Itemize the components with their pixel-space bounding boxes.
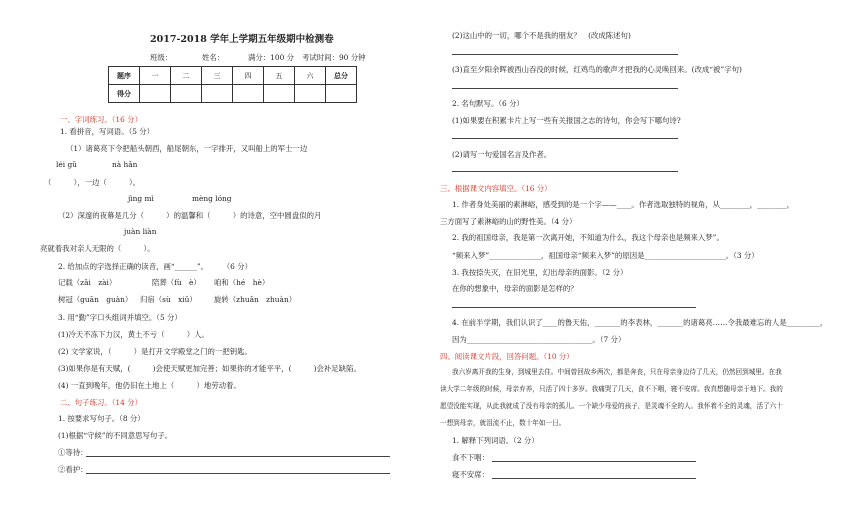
question-r-2: (2)这山中的一切，哪个不是我的朋友？ (改成陈述句) — [452, 31, 631, 40]
score-cell: 总分 — [326, 67, 357, 85]
reading-passage-line: 我六岁离开我的生身，到城里去住。中间曾回故乡两次，都是奔丧，只在母亲身边待了几天，仍然回到城里。在我 — [452, 368, 782, 376]
question-3-1: (1)冷天不冻下力汉，黄土不亏（ ）人。 — [58, 330, 209, 339]
question-r-famous-1: (1)如果要在积累卡片上写一些有关报国之志的诗句，你会写下哪句诗? — [452, 116, 681, 125]
question-4: 1. 按要求写句子。（8 分） — [58, 414, 145, 423]
score-input-cell[interactable] — [171, 85, 202, 103]
reading-passage-line: 一想到母亲，就泪流不止，数十年如一日。 — [440, 419, 566, 427]
question-s3-3: 3. 我按捺失灭，在旧光里，幻出母亲的面影。（2 分） — [452, 268, 628, 277]
answer-line[interactable] — [86, 473, 390, 474]
pinyin-jingmi: jìng mì — [128, 194, 154, 203]
question-s3-2-cont: “频来入梦”______________，祖国母亲“频来入梦”的原因是______________________。（3 分） — [452, 251, 759, 260]
section-2-title: 二、句子练习。（14 分） — [60, 398, 142, 407]
section-1-title: 一、字词练习。（16 分） — [60, 115, 142, 124]
reading-option: 旋转（zhuǎn zhuàn） — [214, 295, 297, 304]
question-1-1-blanks: （ ），一边（ ）。 — [44, 178, 141, 187]
reading-option: 树冠（guān guàn） — [58, 295, 133, 304]
class-label: 班级： — [150, 53, 173, 62]
question-4-1: (1)根据“守候”的不同意思写句子。 — [58, 431, 173, 440]
score-cell: 五 — [264, 67, 295, 85]
answer-line[interactable] — [492, 461, 696, 462]
full-score-label: 满分：100 分 — [248, 53, 295, 62]
question-r-famous-lines: 2. 名句默写。（6 分） — [452, 99, 524, 108]
question-s3-3-cont: 在你的想象中，母亲的面影是怎样的？ — [452, 284, 578, 293]
answer-line[interactable] — [86, 456, 390, 457]
question-r-3: (3)直至夕阳余晖被西山吞没的时候，红鸡鸟的歌声才把我的心灵唤回来。(改成“被”字句) — [452, 65, 742, 74]
answer-line[interactable] — [452, 88, 678, 89]
answer-label-guard: ②看护： — [58, 465, 88, 474]
name-label: 姓名： — [202, 53, 225, 62]
question-s3-2: 2. 我的祖国母亲，我是第一次离开她，不知道为什么，我这个母亲也是频来入梦”。 — [452, 233, 724, 242]
reading-passage-line: 愿望没能实现，从此我就成了没有母亲的孤儿。一个缺少母爱的孩子，是灵魂不全的人。我怀着不全的灵魂，活了六十 — [440, 402, 783, 410]
question-s3-4-cont: 因为__________________________________。（7 分） — [452, 335, 626, 344]
score-cell: 一 — [140, 67, 171, 85]
reading-option: 归宿（sù xiǔ） — [140, 295, 197, 304]
pinyin-juanlian: juàn liàn — [124, 227, 157, 236]
question-3: 3. 用“勤”字口头组词并填空。（5 分） — [58, 313, 182, 322]
question-2: 2. 给加点的字选择正确的读音，画“______”。 （6 分） — [58, 262, 252, 271]
question-1: 1. 看拼音，写词语。（5 分） — [60, 127, 155, 136]
answer-line[interactable] — [492, 478, 696, 479]
score-input-cell[interactable] — [326, 85, 357, 103]
question-3-3: (3)如果你是有天赋，( )会使天赋更加完善；如果你的才能平平，( )会补足缺陷。 — [58, 364, 361, 373]
reading-option: 记载（zǎi zài） — [58, 278, 117, 287]
score-cell: 四 — [233, 67, 264, 85]
answer-label-wait: ①等待： — [58, 448, 88, 457]
question-s3-4: 4. 在前半学期，我们认识了____的鲁天佑，_______的李表林，_______的诸葛亮……令我最难忘的人是_________， — [452, 318, 828, 327]
question-1-3: 亮就着我对亲人无限的（ ）。 — [40, 244, 155, 253]
exam-time-label: 考试时间：90 分钟 — [302, 53, 366, 62]
term-label: 寝不安席： — [452, 470, 489, 479]
pinyin-leigu: léi gǔ — [56, 160, 77, 169]
section-4-title: 四、阅读课文片段，回答问题。（10 分） — [440, 352, 574, 361]
score-table-header-row — [109, 67, 357, 85]
score-table — [108, 66, 357, 103]
score-cell: 六 — [295, 67, 326, 85]
score-cell: 二 — [171, 67, 202, 85]
answer-line[interactable] — [452, 54, 678, 55]
pinyin-nahan: nà hǎn — [112, 160, 138, 169]
page-title: 2017-2018 学年上学期五年级期中检测卷 — [150, 34, 334, 45]
question-s4-1: 1. 解释下列词语。（2 分） — [452, 436, 539, 445]
question-3-4: (4) 一直到晚年，他仍旧在土地上（ ）地劳动着。 — [58, 381, 241, 390]
reading-option: 陪葬（fù è） — [152, 278, 201, 287]
reading-passage-line: 读大学二年级的时候，母亲弃养，只活了四十多岁。我痛哭了几天，食不下咽，寝不安席。我真想随母亲于地下。我的 — [440, 385, 783, 393]
score-input-cell[interactable] — [264, 85, 295, 103]
score-table-score-row — [109, 85, 357, 103]
question-3-2: (2) 文学家说，（ ）是打开文学殿堂之门的一把钥匙。 — [58, 347, 252, 356]
pinyin-menglong: mèng lóng — [192, 194, 232, 203]
question-1-1: （1）诸葛亮下令把船头朝西，船尾朝东，一字排开，又叫船上的军士一边 — [66, 144, 308, 153]
question-r-famous-2: (2)请写一句爱国名言及作者。 — [452, 150, 552, 159]
score-cell: 三 — [202, 67, 233, 85]
reading-option: 咱和（hé hè） — [214, 278, 270, 287]
score-input-cell[interactable] — [202, 85, 233, 103]
answer-line[interactable] — [452, 171, 678, 172]
answer-line[interactable] — [452, 307, 696, 308]
question-s3-1-cont: 三方面写了素淋峪的山的野性美。（4 分） — [440, 217, 577, 226]
score-cell: 题序 — [109, 67, 140, 85]
term-label: 食不下咽： — [452, 453, 489, 462]
question-1-2: （2）深邃的夜幕是几分（ ）的温馨和（ ）的诗意，空中圆盘似的月 — [58, 211, 322, 220]
score-cell: 得分 — [109, 85, 140, 103]
section-3-title: 三、根据课文内容填空。（16 分） — [440, 184, 552, 193]
question-s3-1: 1. 作者身处美丽的素淋峪，感受到的是一个字——____。作者选取独特的视角，从________，________， — [452, 200, 794, 209]
score-input-cell[interactable] — [233, 85, 264, 103]
score-input-cell[interactable] — [140, 85, 171, 103]
answer-line[interactable] — [452, 138, 678, 139]
score-input-cell[interactable] — [295, 85, 326, 103]
